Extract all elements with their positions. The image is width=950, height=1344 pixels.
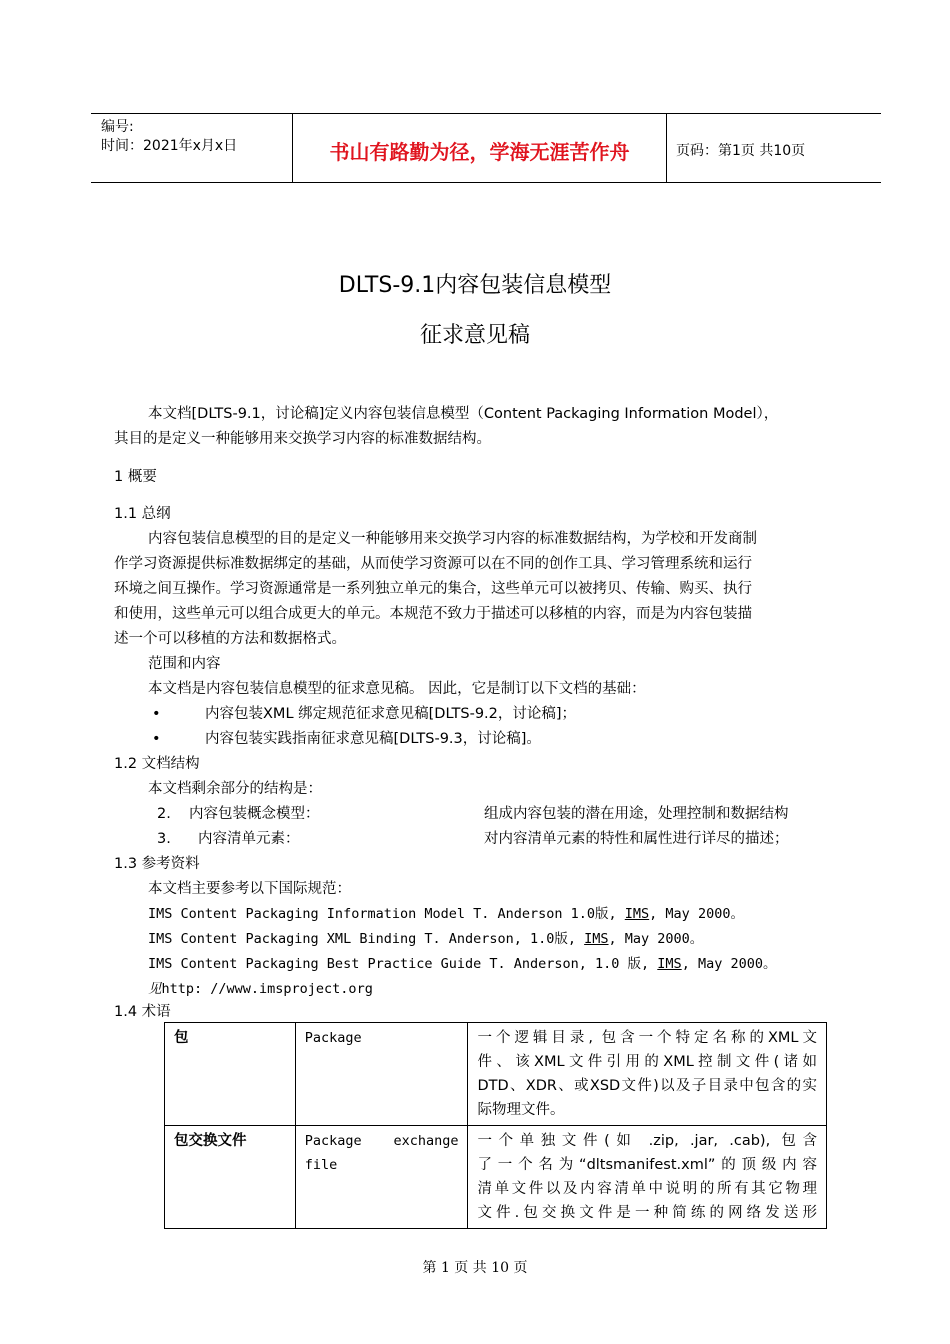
structure-num: 3. [157,831,171,847]
paragraph-line: 环境之间互操作。学习资源通常是一系列独立单元的集合，这些单元可以被拷贝、传输、购买、执行 [114,581,752,597]
header-meta [101,118,237,156]
section-heading: 1.4 术语 [114,1004,171,1020]
english-cell: Package exchange file [295,1126,468,1229]
structure-name: 内容清单元素： [198,831,300,847]
ims-link[interactable]: IMS [657,956,682,972]
time-label: 时间：2021年x月x日 [101,138,238,154]
paragraph-line: 述一个可以移植的方法和数据格式。 [114,631,346,647]
reference-url[interactable]: http: //www.imsproject.org [161,981,373,997]
section-heading: 1 概要 [114,469,157,485]
bullet-icon: • [152,731,161,747]
reference-item: IMS Content Packaging XML Binding T. Anderson, 1.0版, IMS, May 2000。 [148,931,704,947]
structure-intro: 本文档剩余部分的结构是： [148,781,322,797]
header-divider [666,114,667,182]
header-page-label: 页码：第1页 共10页 [676,143,806,159]
bullet-item: 内容包装XML 绑定规范征求意见稿[DLTS-9.2，讨论稿]； [205,706,577,722]
bullet-icon: • [152,706,161,722]
ims-link[interactable]: IMS [624,906,650,922]
document-title: DLTS-9.1内容包装信息模型 [338,273,612,298]
description-cell: 一个逻辑目录, 包含一个特定名称的XML文 件、该XML文件引用的XML控制文件(诸如 DTD、XDR、或XSD文件)以及子目录中包含的实 际物理文件。 [468,1023,827,1126]
reference-item: IMS Content Packaging Information Model T. Anderson 1.0版, IMS, May 2000。 [148,906,744,922]
term-cell: 包 [165,1023,296,1126]
reference-item: IMS Content Packaging Best Practice Guide T. Anderson, 1.0 版, IMS, May 2000。 [148,956,777,972]
scope-title: 范围和内容 [148,656,221,672]
page-footer: 第 1 页 共 10 页 [422,1260,528,1276]
structure-name: 内容包装概念模型： [189,806,320,822]
english-cell: Package [295,1023,468,1126]
structure-desc: 对内容清单元素的特性和属性进行详尽的描述； [484,831,789,847]
paragraph-line: 和使用，这些单元可以组合成更大的单元。本规范不致力于描述可以移植的内容，而是为内容包装描 [114,606,752,622]
scope-body: 本文档是内容包装信息模型的征求意见稿。 因此，它是制订以下文档的基础： [148,681,646,697]
intro-line-1: 本文档[DLTS-9.1，讨论稿]定义内容包装信息模型（Content Packaging Information Model）， [148,406,779,422]
terms-table [164,1022,827,1229]
reference-url-line [148,977,373,1002]
table-row [165,1126,827,1229]
section-heading: 1.1 总纲 [114,506,171,522]
document-header [91,113,881,183]
header-motto: 书山有路勤为径，学海无涯苦作舟 [329,140,630,164]
intro-line-2: 其目的是定义一种能够用来交换学习内容的标准数据结构。 [114,431,491,447]
document-subtitle: 征求意见稿 [419,323,530,348]
structure-num: 2. [157,806,171,822]
term-cell: 包交换文件 [165,1126,296,1229]
bullet-item: 内容包装实践指南征求意见稿[DLTS-9.3，讨论稿]。 [205,731,541,747]
number-label: 编号: [101,119,134,135]
paragraph-line: 内容包装信息模型的目的是定义一种能够用来交换学习内容的标准数据结构，为学校和开发商制 [148,531,757,547]
ims-link[interactable]: IMS [584,931,609,947]
references-intro: 本文档主要参考以下国际规范： [148,881,351,897]
paragraph-line: 作学习资源提供标准数据绑定的基础，从而使学习资源可以在不同的创作工具、学习管理系统和运行 [114,556,752,572]
section-heading: 1.3 参考资料 [114,856,200,872]
description-cell: 一个单独文件(如 .zip, .jar, .cab), 包含 了一个名为“dltsmanifest.xml”的顶级内容 清单文件以及内容清单中说明的所有其它物理 文件.包交换文件是一种简练的网络发送形 [468,1126,827,1229]
see-prefix: 见 [148,981,162,997]
structure-desc: 组成内容包装的潜在用途，处理控制和数据结构 [484,806,789,822]
table-row [165,1023,827,1126]
section-heading: 1.2 文档结构 [114,756,200,772]
